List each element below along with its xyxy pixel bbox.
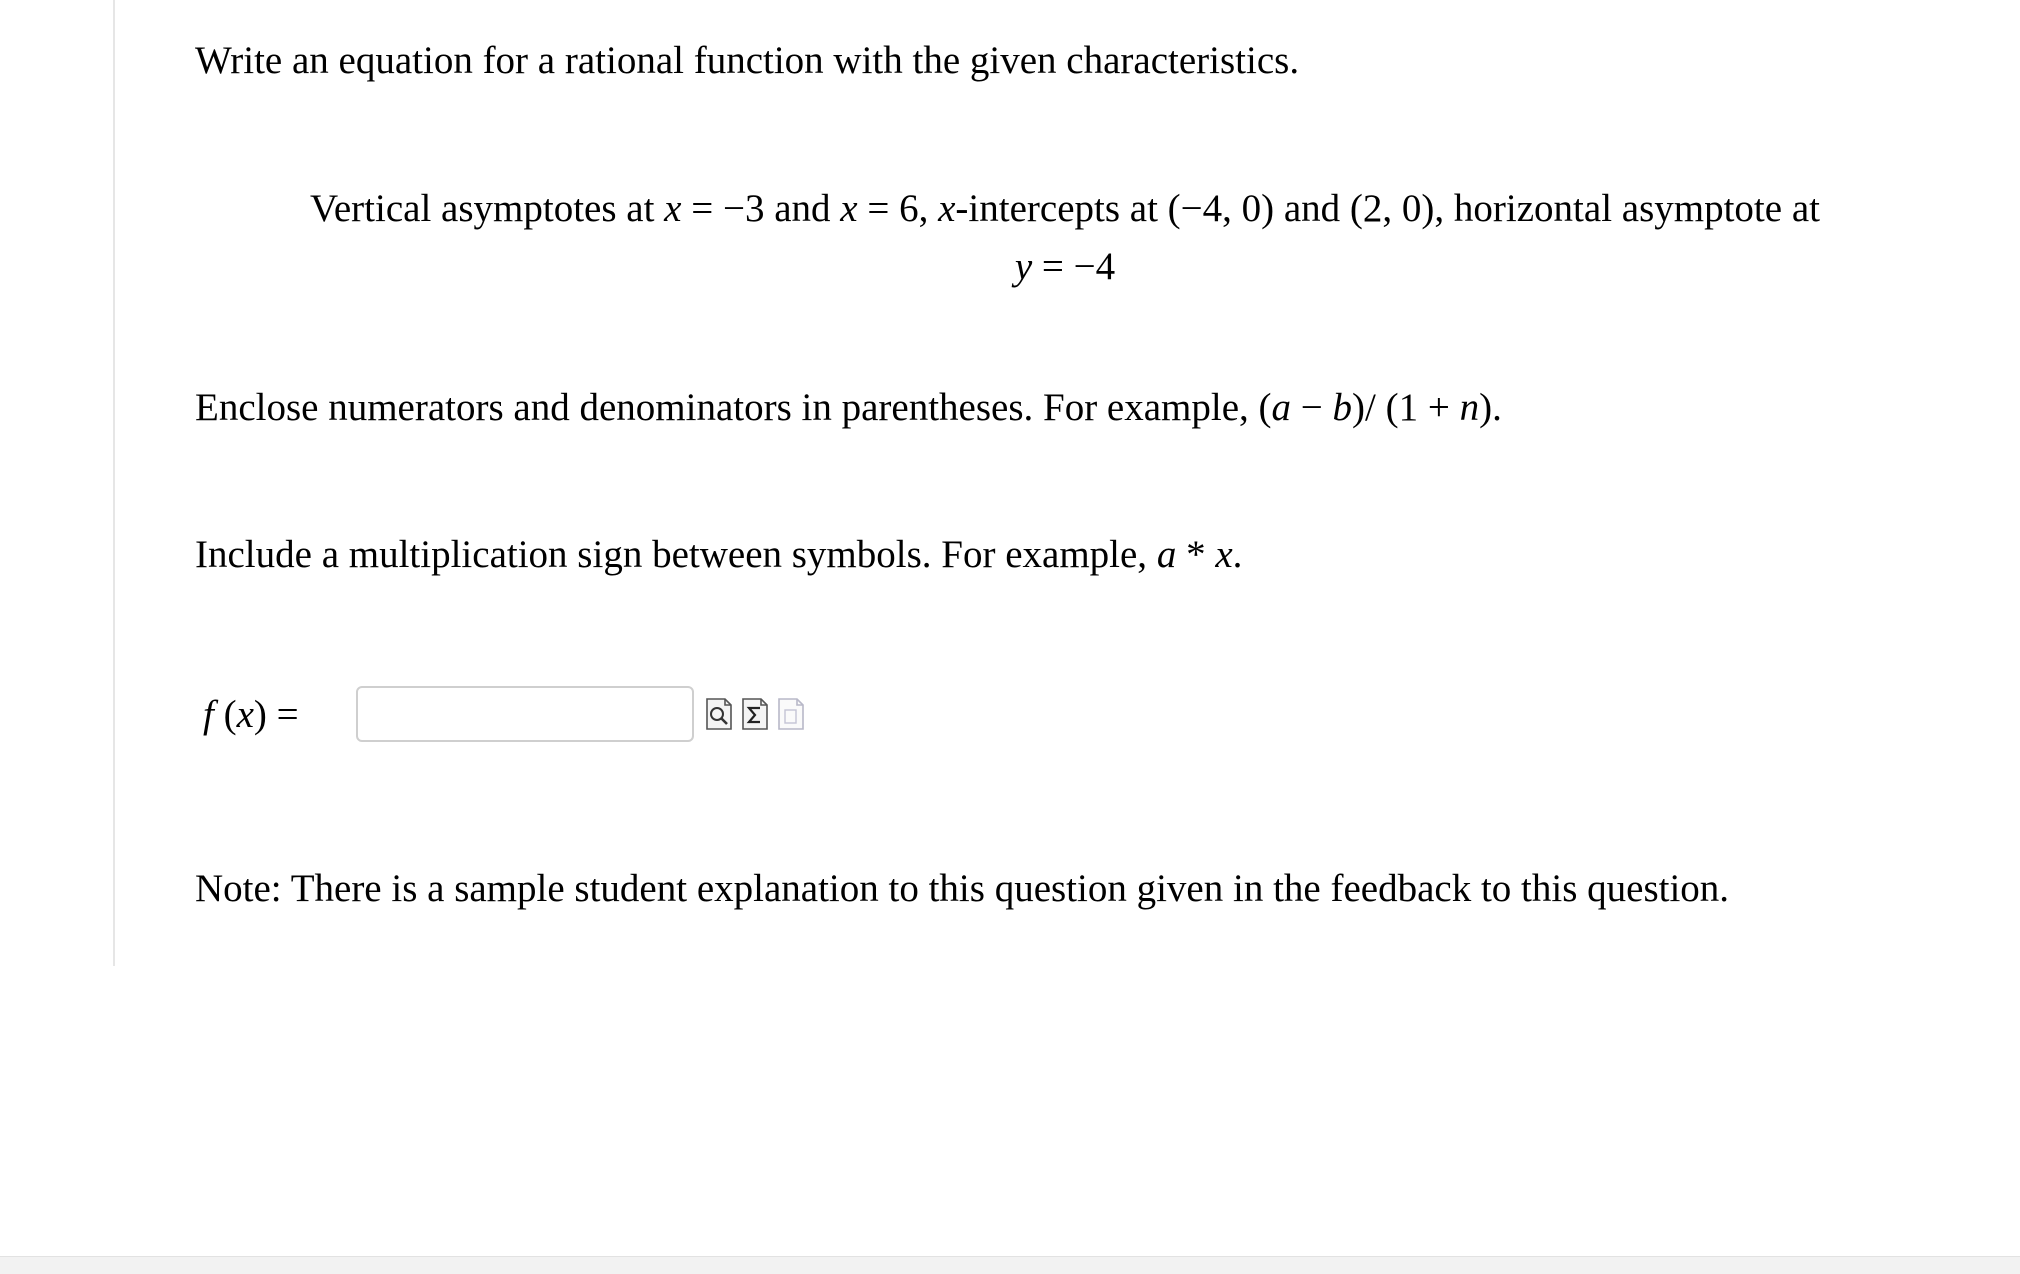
paste-icon[interactable] <box>776 697 806 731</box>
example-part: )/ (1 + <box>1352 386 1460 429</box>
given-text: = 6, <box>857 187 939 230</box>
example-part: * <box>1176 533 1216 576</box>
var-f: f <box>203 692 214 736</box>
var-a: a <box>1271 386 1292 429</box>
parentheses-instruction <box>195 385 1502 432</box>
given-text: Vertical asymptotes at <box>310 187 665 230</box>
var-a: a <box>1156 533 1177 576</box>
multiplication-instruction <box>195 532 1242 579</box>
var-b: b <box>1332 386 1353 429</box>
var-y: y <box>1014 245 1033 288</box>
label-part: ( <box>213 692 237 736</box>
answer-input[interactable] <box>356 686 694 742</box>
bottom-bar <box>0 1256 2020 1274</box>
instruction-text: Enclose numerators and denominators in parentheses. For example, <box>195 386 1259 429</box>
given-text: = −4 <box>1032 245 1116 288</box>
note: Note: There is a sample student explanation to this question given in the feedback to this question. <box>195 867 1730 910</box>
given-characteristics <box>195 180 1935 296</box>
var-x: x <box>236 692 254 736</box>
preview-icon[interactable] <box>704 697 734 731</box>
given-text: = −3 and <box>681 187 841 230</box>
function-label <box>203 692 356 737</box>
left-border <box>113 0 115 966</box>
equation-editor-icon[interactable] <box>740 697 770 731</box>
answer-tools <box>704 697 806 731</box>
question-prompt: Write an equation for a rational function with the given characteristics. <box>195 39 1300 82</box>
example-part: − <box>1291 386 1333 429</box>
instruction-text: Include a multiplication sign between symbols. For example, <box>195 533 1157 576</box>
var-x: x <box>938 187 956 230</box>
var-n: n <box>1459 386 1480 429</box>
example-part: ( <box>1258 386 1272 429</box>
var-x: x <box>1215 533 1233 576</box>
var-x: x <box>840 187 858 230</box>
var-x: x <box>664 187 682 230</box>
example-part: . <box>1232 533 1243 576</box>
answer-row <box>203 683 806 745</box>
given-text: -intercepts at (−4, 0) and (2, 0), horizontal asymptote at <box>955 187 1820 230</box>
label-part: ) = <box>253 692 299 736</box>
example-part: ). <box>1479 386 1502 429</box>
